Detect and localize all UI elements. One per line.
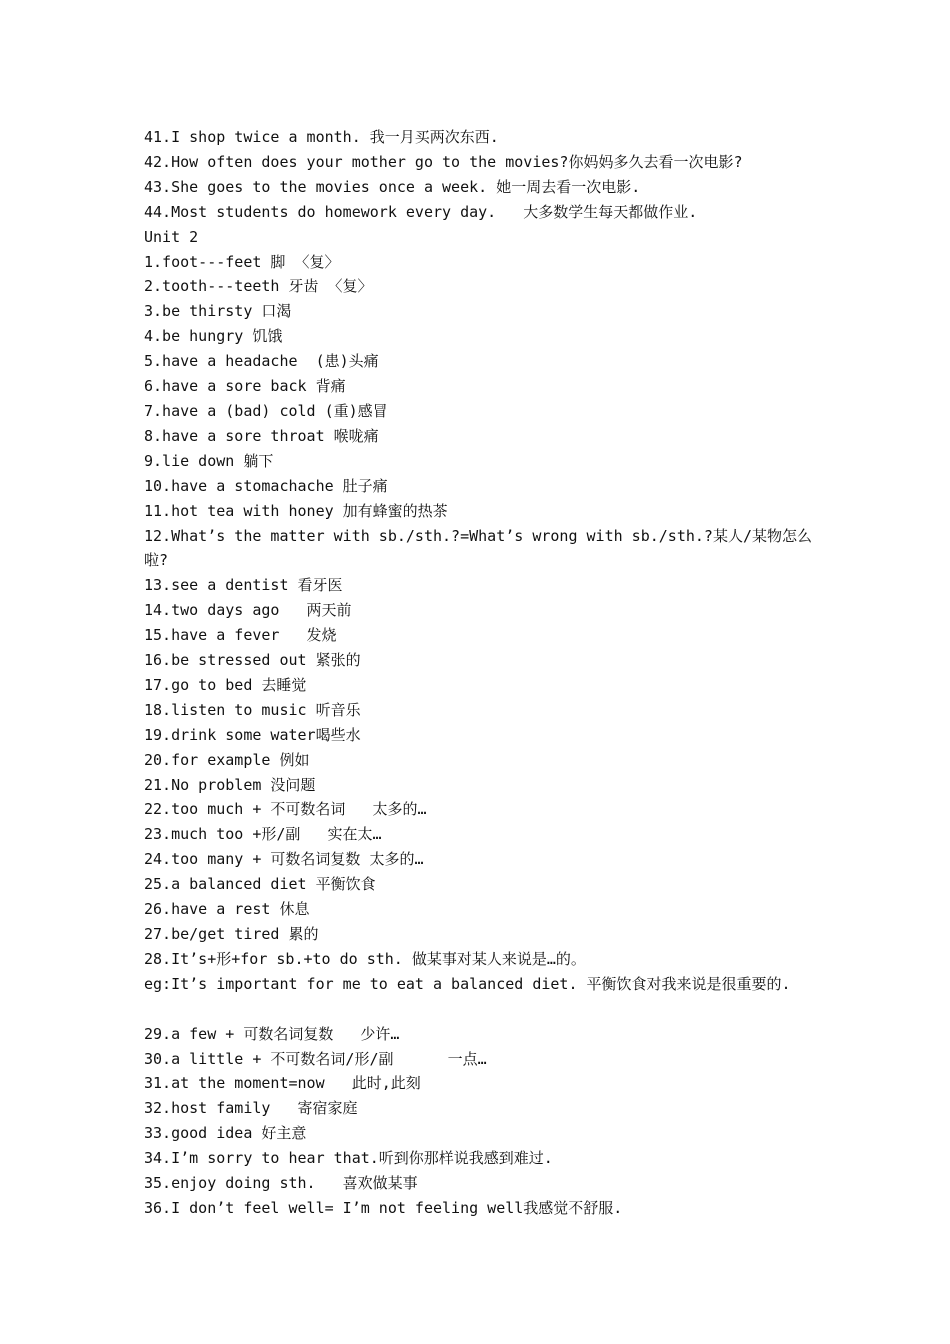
text-line: 24.too many + 可数名词复数 太多的…	[144, 850, 424, 869]
text-line: 36.I don’t feel well= I’m not feeling well我感觉不舒服.	[144, 1198, 623, 1217]
text-line: 32.host family 寄宿家庭	[144, 1099, 358, 1118]
blank-line	[144, 997, 834, 1022]
text-line: 28.It’s+形+for sb.+to do sth. 做某事对某人来说是…的。	[144, 949, 586, 968]
text-line: 31.at the moment=now 此时,此刻	[144, 1074, 421, 1093]
text-line: 27.be/get tired 累的	[144, 925, 319, 943]
text-line: 6.have a sore back 背痛	[144, 377, 346, 396]
text-line: 23.much too +形/副 实在太…	[144, 825, 382, 844]
text-line: 19.drink some water喝些水	[144, 725, 361, 744]
text-line: 10.have a stomachache 肚子痛	[144, 476, 388, 495]
text-line: 9.lie down 躺下	[144, 451, 274, 470]
text-line: 30.a little + 不可数名词/形/副 一点…	[144, 1049, 487, 1068]
text-line: 16.be stressed out 紧张的	[144, 651, 361, 670]
text-line: 15.have a fever 发烧	[144, 626, 337, 645]
text-line: 29.a few + 可数名词复数 少许…	[144, 1024, 400, 1043]
text-line: 4.be hungry 饥饿	[144, 327, 283, 346]
text-line: 21.No problem 没问题	[144, 775, 316, 794]
text-line: 26.have a rest 休息	[144, 900, 310, 919]
text-line: 44.Most students do homework every day. 大多数学生每天都做作业.	[144, 202, 698, 221]
text-line: 25.a balanced diet 平衡饮食	[144, 875, 376, 894]
text-line: 41.I shop twice a month. 我一月买两次东西.	[144, 128, 499, 146]
text-line: 34.I’m sorry to hear that.听到你那样说我感到难过.	[144, 1149, 553, 1168]
text-line: 1.foot---feet 脚 〈复〉	[144, 252, 340, 271]
text-line: 14.two days ago 两天前	[144, 601, 352, 620]
text-line: 2.tooth---teeth 牙齿 〈复〉	[144, 277, 373, 296]
text-line: 12.What’s the matter with sb./sth.?=What’s wrong with sb./sth.?某人/某物怎么啦?	[144, 526, 812, 570]
text-line: 20.for example 例如	[144, 750, 310, 769]
text-line: 22.too much + 不可数名词 太多的…	[144, 800, 427, 819]
text-line: 18.listen to music 听音乐	[144, 700, 361, 719]
text-line: 13.see a dentist 看牙医	[144, 576, 343, 595]
text-line: 7.have a (bad) cold (重)感冒	[144, 401, 388, 420]
text-line: 5.have a headache (患)头痛	[144, 352, 379, 371]
text-line: Unit 2	[144, 227, 199, 246]
text-line: 8.have a sore throat 喉咙痛	[144, 426, 379, 445]
vocabulary-list	[144, 125, 834, 1221]
text-line: 17.go to bed 去睡觉	[144, 675, 307, 694]
text-line: 35.enjoy doing sth. 喜欢做某事	[144, 1174, 418, 1193]
text-line: 11.hot tea with honey 加有蜂蜜的热茶	[144, 501, 448, 520]
text-line: eg:It’s important for me to eat a balanced diet. 平衡饮食对我来说是很重要的.	[144, 974, 791, 993]
text-line: 3.be thirsty 口渴	[144, 302, 292, 321]
text-line: 43.She goes to the movies once a week. 她一周去看一次电影.	[144, 177, 641, 196]
text-line: 33.good idea 好主意	[144, 1124, 307, 1143]
text-line: 42.How often does your mother go to the movies?你妈妈多久去看一次电影?	[144, 152, 743, 171]
